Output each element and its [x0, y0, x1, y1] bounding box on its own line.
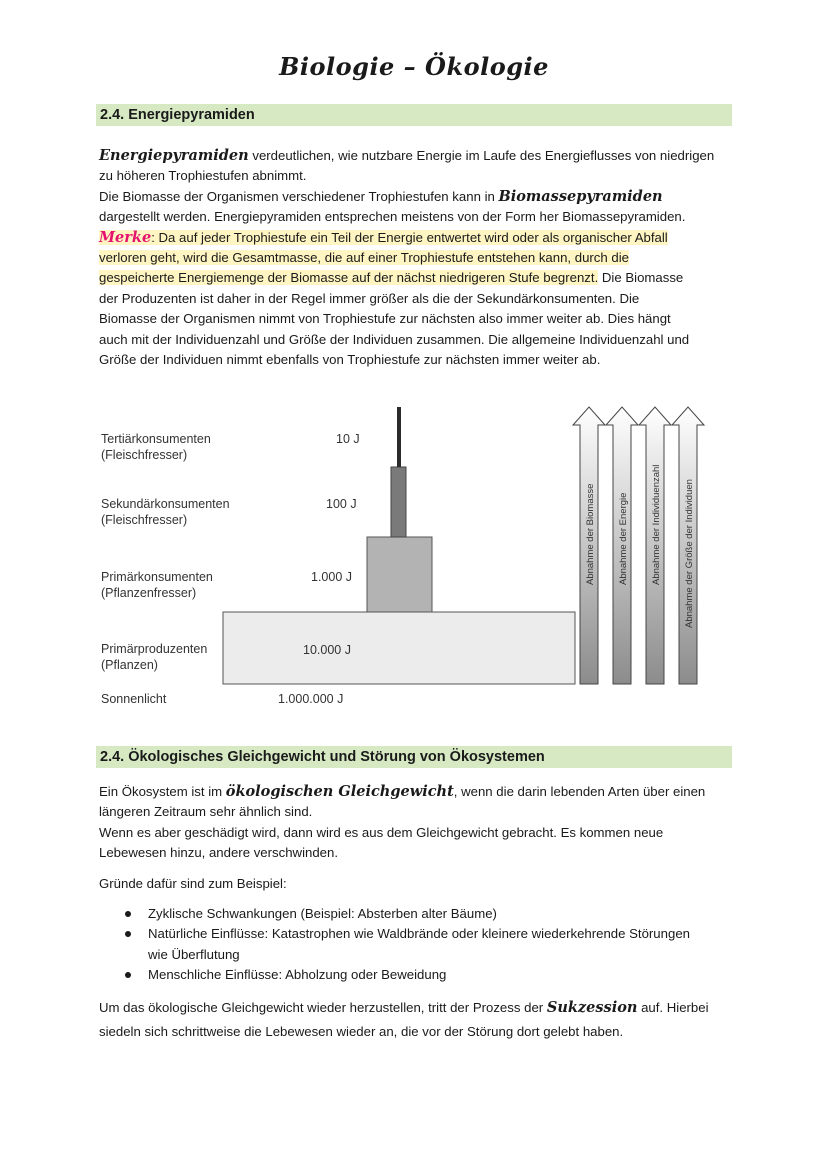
- reasons-list: [99, 904, 735, 986]
- level-sub-tertiary: (Fleischfresser): [101, 448, 188, 462]
- term-sukzession: Sukzession: [546, 998, 638, 1016]
- merke-paragraph: Merke: Da auf jeder Trophiestufe ein Teil der Energie entwertet wird oder als organischer Abfall: [99, 228, 668, 246]
- arrow-label-energy: Abnahme der Energie: [618, 492, 629, 585]
- list-item: Zyklische Schwankungen (Beispiel: Absterben alter Bäume): [99, 904, 735, 924]
- level-name-producers: Primärproduzenten: [101, 642, 208, 656]
- paragraph: Gründe dafür sind zum Beispiel:: [99, 875, 287, 891]
- paragraph: Energiepyramiden verdeutlichen, wie nutzbare Energie im Laufe des Energieflusses von niedrigen: [99, 147, 715, 164]
- merke-paragraph: verloren geht, wird die Gesamtmasse, die auf einer Trophiestufe entstehen kann, durch die: [99, 250, 629, 266]
- section-heading-gleichgewicht: 2.4. Ökologisches Gleichgewicht und Störung von Ökosystemen: [96, 746, 732, 768]
- energy-tertiary: 10 J: [336, 432, 360, 446]
- list-item: Natürliche Einflüsse: Katastrophen wie Waldbrände oder kleinere wiederkehrende Störungen: [99, 924, 735, 944]
- list-item-continuation: wie Überflutung: [148, 946, 240, 962]
- term-biomassepyramiden: Biomassepyramiden: [498, 187, 663, 205]
- paragraph: auch mit der Individuenzahl und Größe der Individuen zusammen. Die allgemeine Individuenzahl und: [99, 331, 690, 347]
- paragraph: längeren Zeitraum sehr ähnlich sind.: [99, 804, 313, 820]
- decrease-arrow-biomass: [573, 407, 605, 684]
- sunlight-label: Sonnenlicht: [101, 692, 167, 706]
- merke-label: Merke: [99, 228, 152, 246]
- paragraph: dargestellt werden. Energiepyramiden entsprechen meistens von der Form her Biomassepyramiden.: [99, 209, 686, 225]
- paragraph: der Produzenten ist daher in der Regel immer größer als die der Sekundärkonsumenten. Die: [99, 290, 640, 306]
- section-heading-energiepyramiden: 2.4. Energiepyramiden: [96, 104, 732, 126]
- pyramid-bar-tertiary-consumers: [397, 407, 401, 467]
- energy-sunlight: 1.000.000 J: [278, 692, 344, 706]
- paragraph: Wenn es aber geschädigt wird, dann wird es aus dem Gleichgewicht gebracht. Es kommen neue: [99, 824, 664, 840]
- paragraph: Lebewesen hinzu, andere verschwinden.: [99, 845, 338, 861]
- level-sub-producers: (Pflanzen): [101, 658, 158, 672]
- decrease-arrow-individual-size: [672, 407, 704, 684]
- decrease-arrow-individual-count: [639, 407, 671, 684]
- section2-text: [99, 782, 735, 1042]
- term-energiepyramiden: Energiepyramiden: [99, 147, 249, 164]
- list-item: Menschliche Einflüsse: Abholzung oder Beweidung: [99, 965, 735, 985]
- pyramid-bar-primary-consumers: [367, 537, 432, 612]
- level-name-primary: Primärkonsumenten: [101, 570, 213, 584]
- paragraph: Um das ökologische Gleichgewicht wieder herzustellen, tritt der Prozess der Sukzession auf. Hierbei: [99, 998, 709, 1016]
- merke-paragraph: gespeicherte Energiemenge der Biomasse auf der nächst niedrigeren Stufe begrenzt. Die Biomasse: [99, 270, 684, 286]
- arrow-label-individual-size: Abnahme der Größe der Individuen: [684, 479, 695, 628]
- paragraph: zu höheren Trophiestufen abnimmt.: [99, 168, 307, 184]
- paragraph: Ein Ökosystem ist im ökologischen Gleichgewicht, wenn die darin lebenden Arten über einen: [99, 783, 706, 800]
- arrow-label-biomass: Abnahme der Biomasse: [585, 483, 596, 585]
- term-oekologisches-gleichgewicht: ökologischen Gleichgewicht: [225, 783, 454, 800]
- energy-secondary: 100 J: [326, 497, 357, 511]
- level-name-tertiary: Tertiärkonsumenten: [101, 432, 211, 446]
- level-sub-primary: (Pflanzenfresser): [101, 586, 197, 600]
- level-name-secondary: Sekundärkonsumenten: [101, 497, 230, 511]
- energy-producers: 10.000 J: [303, 643, 351, 657]
- energy-primary: 1.000 J: [311, 570, 353, 584]
- pyramid-bar-secondary-consumers: [391, 467, 406, 537]
- paragraph: Größe der Individuen nimmt ebenfalls von Trophiestufe zur nächsten immer weiter ab.: [99, 352, 601, 368]
- paragraph: Biomasse der Organismen nimmt von Trophiestufe zur nächsten also immer weiter ab. Dies hängt: [99, 311, 671, 327]
- page-title: Biologie – Ökologie: [279, 52, 549, 81]
- arrow-label-individual-count: Abnahme der Individuenzahl: [651, 464, 662, 585]
- decrease-arrow-energy: [606, 407, 638, 684]
- paragraph: siedeln sich schrittweise die Lebewesen wieder an, die vor der Störung dort gelebt haben.: [99, 1024, 624, 1040]
- level-sub-secondary: (Fleischfresser): [101, 513, 188, 527]
- pyramid-bar-producers: [223, 612, 575, 684]
- paragraph: Die Biomasse der Organismen verschiedener Trophiestufen kann in Biomassepyramiden: [99, 187, 663, 205]
